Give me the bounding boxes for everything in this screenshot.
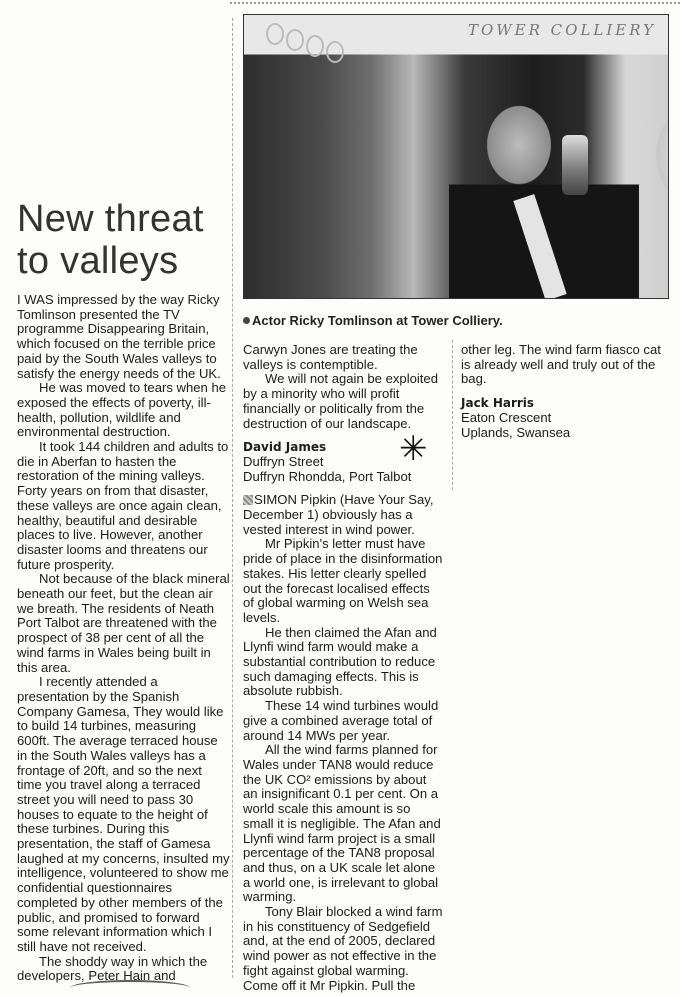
paragraph: Tony Blair blocked a wind farm in his constituency of Sedgefield and, at the end of 2005, declared wind power as not effective in the fight against global warming. Come off it Mr Pipkin. Pull the: [243, 904, 443, 993]
gauge-icon: [326, 41, 344, 63]
paragraph: other leg. The wind farm fiasco cat is already well and truly out of the bag.: [461, 342, 661, 387]
right-column: [461, 343, 671, 440]
photo-ricky-tomlinson: [243, 14, 669, 299]
paragraph: He was moved to tears when he exposed the effects of poverty, ill-health, pollution, wildlife and environmental destruction.: [17, 380, 227, 440]
paragraph: It took 144 children and adults to die in Aberfan to hasten the restoration of the mining valleys. Forty years on from that disaster, these valleys are once again clean, healthy, beautiful and desirable places to live. However, another disaster looms and threatens our future prosperity.: [17, 439, 229, 572]
gauge-icon: [286, 29, 304, 51]
photo-caption: [243, 313, 503, 328]
paragraph: All the wind farms planned for Wales under TAN8 would reduce the UK CO² emissions by about an insignificant 0.1 per cent. On a world scale this amount is so small it is negligible. The Afan and Llynfi wind farm project is a small percentage of the TAN8 proposal and thus, on a UK scale let alone a world one, is irrelevant to global warming.: [243, 742, 441, 905]
paragraph: The shoddy way in which the developers, Peter Hain and: [17, 953, 208, 984]
top-dotted-rule: [230, 2, 680, 4]
author-name: Jack Harris: [461, 396, 535, 411]
paragraph: I recently attended a presentation by the Spanish Company Gamesa, They would like to build 14 turbines, measuring 600ft. The average terraced house in the South Wales valleys has a frontage of 20ft, and so the next time you travel along a terraced street you will need to pass 30 houses to equate to the height of these turbines. During this presentation, the staff of Gamesa laughed at my concerns, insulted my intelligence, volunteered to show me confidential questionnaires completed by other members of the public, and promised to forward some relevant information which I still have not received.: [17, 674, 230, 954]
paragraph: Not because of the black mineral beneath our feet, but the clean air we breath. The residents of Neath Port Talbot are threatened with the prospect of 38 per cent of all the wind farms in Wales being built in this area.: [17, 571, 230, 675]
column-rule-right: [452, 340, 453, 490]
asterisk-separator-icon: ✳: [399, 430, 428, 468]
headline: New threat to valleys: [17, 198, 204, 282]
paragraph: Carwyn Jones are treating the valleys is contemptible.: [243, 342, 418, 372]
caption-text: Actor Ricky Tomlinson at Tower Colliery.: [252, 313, 503, 328]
paragraph: I WAS impressed by the way Ricky Tomlinson presented the TV programme Disappearing Britain, which focused on the terrible price paid by the South Wales valleys to satisfy the energy needs of the UK.: [17, 292, 221, 381]
colliery-sign: TOWER COLLIERY: [467, 21, 656, 39]
paragraph: He then claimed the Afan and Llynfi wind farm would make a substantial contribution to reduce such damaging effects. This is absolute rubbish.: [243, 624, 437, 699]
author-address-line: Duffryn Rhondda, Port Talbot: [243, 468, 412, 484]
miners-lamp-icon: [562, 135, 588, 195]
pen-scribble-mark: [70, 980, 190, 996]
column-rule-left: [232, 18, 233, 978]
paragraph: We will not again be exploited by a minority who will profit financially or politically from the destruction of our landscape.: [243, 371, 438, 431]
paragraph: SIMON Pipkin (Have Your Say, December 1) obviously has a vested interest in wind power.: [243, 492, 434, 537]
author-name: David James: [243, 440, 327, 455]
signature-block: [461, 396, 671, 440]
gauge-icon: [306, 35, 324, 57]
paragraph: Mr Pipkin's letter must have pride of place in the disinformation stakes. His letter clearly spelled out the forecast localised effects of global warming on Welsh sea levels.: [243, 536, 443, 625]
section-marker-icon: [243, 495, 253, 505]
gauge-icon: [266, 23, 284, 45]
paragraph: These 14 wind turbines would give a combined average total of around 14 MWs per year.: [243, 698, 439, 743]
author-address-line: Uplands, Swansea: [461, 424, 571, 440]
bullet-icon: [243, 317, 250, 324]
author-address-line: Eaton Crescent: [461, 409, 552, 425]
author-address-line: Duffryn Street: [243, 453, 324, 469]
letter1-column: [17, 293, 230, 984]
